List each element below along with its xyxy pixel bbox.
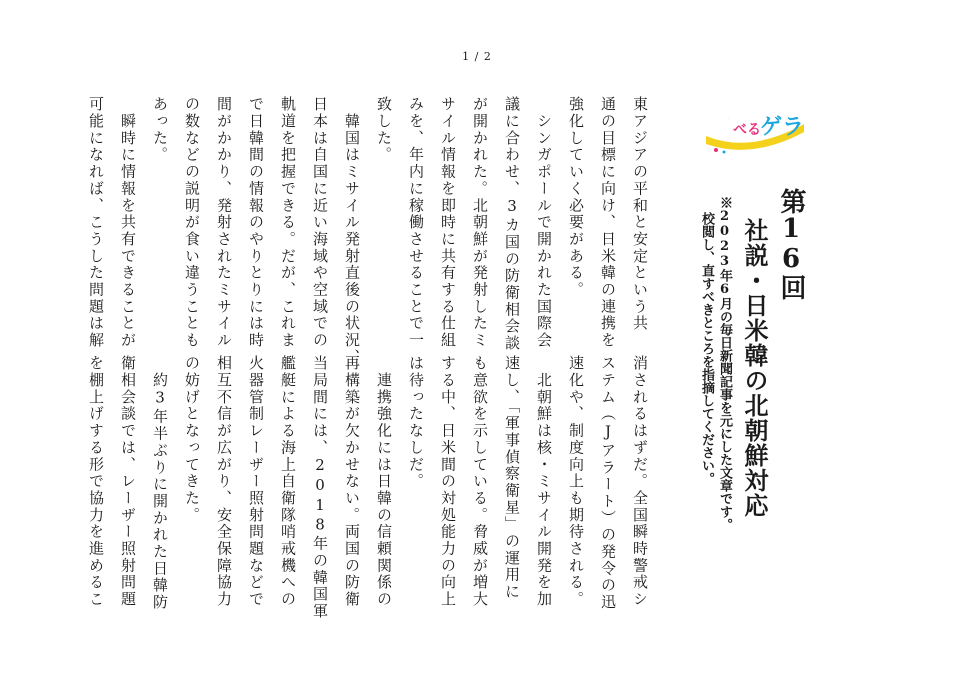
article-column: 衛相会談では、レーザー照射問題 [119, 355, 137, 608]
article-column: 軌道を把握できる。だが、これま [279, 96, 297, 349]
article-column: 約3年半ぶりに開かれた日韓防 [151, 355, 169, 611]
logo-text-beru: べる [733, 121, 761, 137]
article-column: を棚上げする形で協力を進めるこ [87, 355, 105, 608]
article-column: 可能になれば、こうした問題は解 [87, 96, 105, 349]
article-column: ステム（Jアラート）の発令の迅 [599, 355, 617, 611]
article-column: 北朝鮮は核・ミサイル開発を加 [535, 355, 553, 608]
article-column: 連携強化には日韓の信頼関係の [375, 355, 393, 608]
article-column: 速し、「軍事偵察衛星」の運用に [503, 355, 521, 601]
article-column: の数などの説明が食い違うことも [183, 96, 201, 349]
article-column: の妨げとなってきた。 [183, 355, 201, 524]
article-column: 当局間には、2018年の韓国軍 [311, 355, 329, 620]
article-column: 間がかかり、発射されたミサイル [215, 96, 233, 349]
article-column: 韓国はミサイル発射直後の状況、 [343, 96, 361, 366]
instruction-task: 校閲し、直すべきところを指摘してください。 [699, 212, 714, 485]
article-column: が開かれた。北朝鮮が発射したミ [471, 96, 489, 349]
article-column: 強化していく必要がある。 [567, 96, 585, 299]
article-column: 相互不信が広がり、安全保障協力 [215, 355, 233, 608]
article-column: 消されるはずだ。全国瞬時警戒シ [631, 355, 649, 608]
article-column: 通の目標に向け、日米韓の連携を [599, 96, 617, 349]
logo-text-manabu: 学 [706, 110, 733, 140]
article-column: する中、日米間の対処能力の向上 [439, 355, 457, 608]
article-column: 東アジアの平和と安定という共 [631, 96, 649, 332]
article-column: 致した。 [375, 96, 393, 164]
article-column: あった。 [151, 96, 169, 164]
logo-text-gera: ゲラ [760, 114, 805, 139]
article-column: 議に合わせ、3カ国の防衛相会談 [503, 96, 521, 352]
instruction-note: ※2023年6月の毎日新聞記事を元にした文章です。 [717, 196, 732, 531]
article-column: も意欲を示している。脅威が増大 [471, 355, 489, 608]
article-column: シンガポールで開かれた国際会 [535, 96, 553, 349]
article-column: みを、年内に稼働させることで一 [407, 96, 425, 349]
article-column: 艦艇による海上自衛隊哨戒機への [279, 355, 297, 608]
article-column: サイル情報を即時に共有する仕組 [439, 96, 457, 349]
article-column: 速化や、制度向上も期待される。 [567, 355, 585, 608]
article-column: で日韓間の情報のやりとりには時 [247, 96, 265, 349]
page-number: 1 / 2 [462, 50, 492, 63]
article-column: は待ったなしだ。 [407, 355, 425, 490]
manaberu-gera-logo [700, 96, 810, 158]
issue-number: 第16回 [776, 188, 806, 300]
article-title: 社説・日米韓の北朝鮮対応 [740, 218, 769, 518]
logo-graphic [700, 96, 810, 158]
article-column: 火器管制レーザー照射問題などで [247, 355, 265, 608]
article-column: 瞬時に情報を共有できることが [119, 96, 137, 349]
article-column: 日本は自国に近い海域や空域での [311, 96, 329, 349]
article-column: 再構築が欠かせない。両国の防衛 [343, 355, 361, 608]
